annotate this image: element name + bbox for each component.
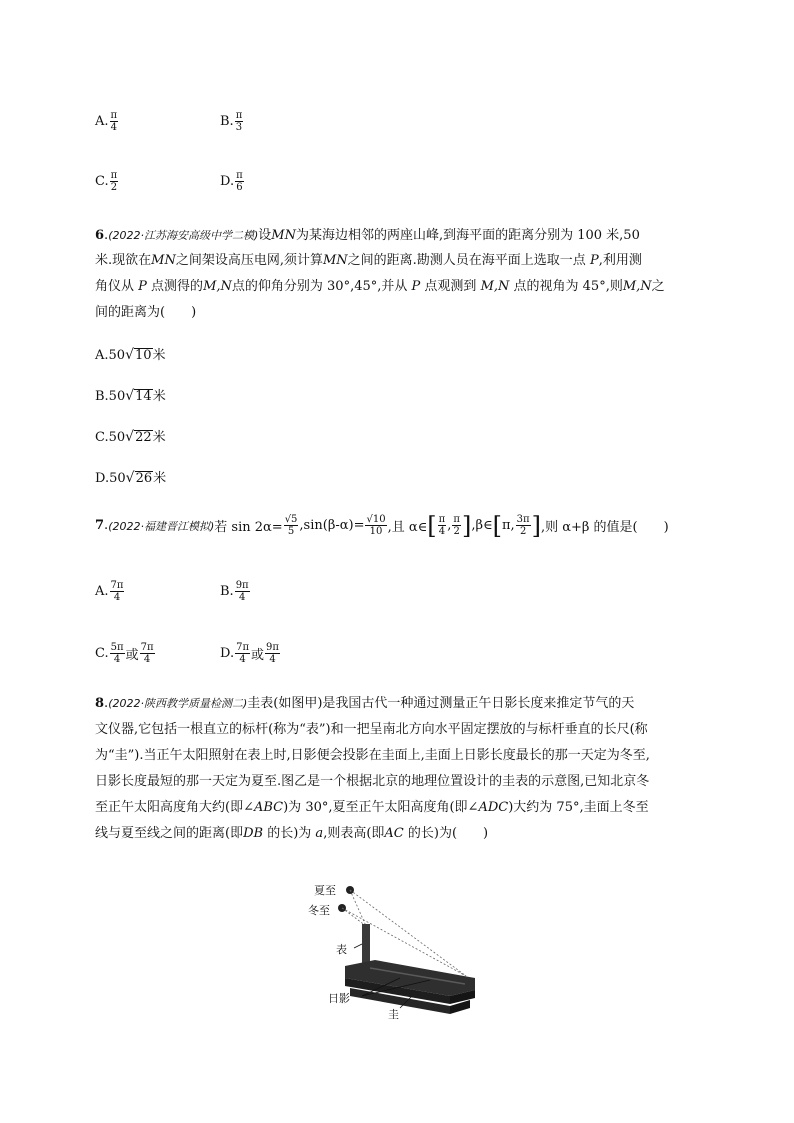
fraction: $\frac{\pi}{6}$ (236, 170, 243, 193)
shadow-label: 日影 (328, 992, 350, 1005)
q6-line-2: 米.现欲在MN之间架设高压电网,须计算MN之间的距离.勘测人员在海平面上选取一点 P,利用测 (95, 253, 642, 268)
q8-line-3: 为“圭”).当正午太阳照射在表上时,日影便会投影在圭面上,圭面上日影长度最长的那一天定为冬至, (95, 748, 650, 763)
q8-line-6: 线与夏至线之间的距离(即DB 的长)为 a,则表高(即AC 的长)为( ) (95, 826, 489, 841)
fraction: $\frac{\pi}{2}$ (110, 170, 118, 193)
q7-option-c: C. $\frac{5\pi}{4}$ 或 $\frac{7\pi}{4}$ (95, 642, 154, 665)
q8-line-4: 日影长度最短的那一天定为夏至.图乙是一个根据北京的地理位置设计的圭表的示意图,已知北京冬 (95, 774, 650, 789)
q7-option-d: D. $\frac{7\pi}{4}$ 或 $\frac{9\pi}{4}$ (220, 642, 279, 665)
scale-label: 圭 (388, 1008, 399, 1021)
fraction: $\frac{\pi}{3}$ (235, 110, 243, 133)
q6-option-d: D.50√26米 (95, 470, 167, 486)
q5-option-b: B. $\frac{\pi}{3}$ (220, 110, 243, 133)
q6-line-1: 6.(2022·江苏海安高级中学二模)设MN为某海边相邻的两座山峰,到海平面的距离分别为 100 米,50 (95, 228, 640, 243)
winter-solstice-label: 冬至 (308, 904, 330, 917)
q7-stem: 7 . (2022·福建晋江模拟) 若 sin 2α= $\frac{√5}{5}$ ,sin(β-α)= $\frac{√10}{10}$ ,且 α∈ [ $\frac{\pi}{4}$ , $\frac{\pi}{2}$ ] ,β∈ [ π, $\frac{3\pi}{2}$ ] ,则 α+β 的值是( ) (95, 511, 669, 540)
gnomon-figure (300, 878, 480, 1028)
q7-option-a: A. $\frac{7\pi}{4}$ (95, 580, 124, 603)
q8-line-1: 8.(2022·陕西教学质量检测二)圭表(如图甲)是我国古代一种通过测量正午日影长度来推定节气的天 (95, 696, 635, 711)
q8-line-5: 至正午太阳高度角大约(即∠ABC)为 30°,夏至正午太阳高度角(即∠ADC)大约为 75°,圭面上冬至 (95, 800, 649, 815)
q6-source: (2022·江苏海安高级中学二模) (108, 229, 259, 242)
q5-option-a: A. $\frac{\pi}{4}$ (95, 110, 118, 133)
q6-option-b: B.50√14米 (95, 388, 166, 404)
q5-option-c: C. $\frac{\pi}{2}$ (95, 170, 118, 193)
gnomon-label: 表 (336, 943, 347, 956)
q8-line-2: 文仪器,它包括一根直立的标杆(称为“表”)和一把呈南北方向水平固定摆放的与标杆垂直的长尺(称 (95, 722, 648, 737)
q5-option-d: D. $\frac{\pi}{6}$ (220, 170, 243, 193)
q6-line-4: 间的距离为( ) (95, 305, 197, 320)
q6-option-c: C.50√22米 (95, 429, 166, 445)
q7-source: (2022·福建晋江模拟) (108, 519, 215, 533)
q6-option-a: A.50√10米 (95, 347, 166, 363)
q6-line-3: 角仪从 P 点测得的M,N点的仰角分别为 30°,45°,并从 P 点观测到 M,N 点的视角为 45°,则M,N之 (95, 279, 665, 294)
fraction: $\frac{\pi}{4}$ (110, 110, 118, 133)
q8-source: (2022·陕西教学质量检测二) (108, 697, 248, 710)
q7-option-b: B. $\frac{9\pi}{4}$ (220, 580, 249, 603)
summer-solstice-label: 夏至 (314, 884, 336, 897)
